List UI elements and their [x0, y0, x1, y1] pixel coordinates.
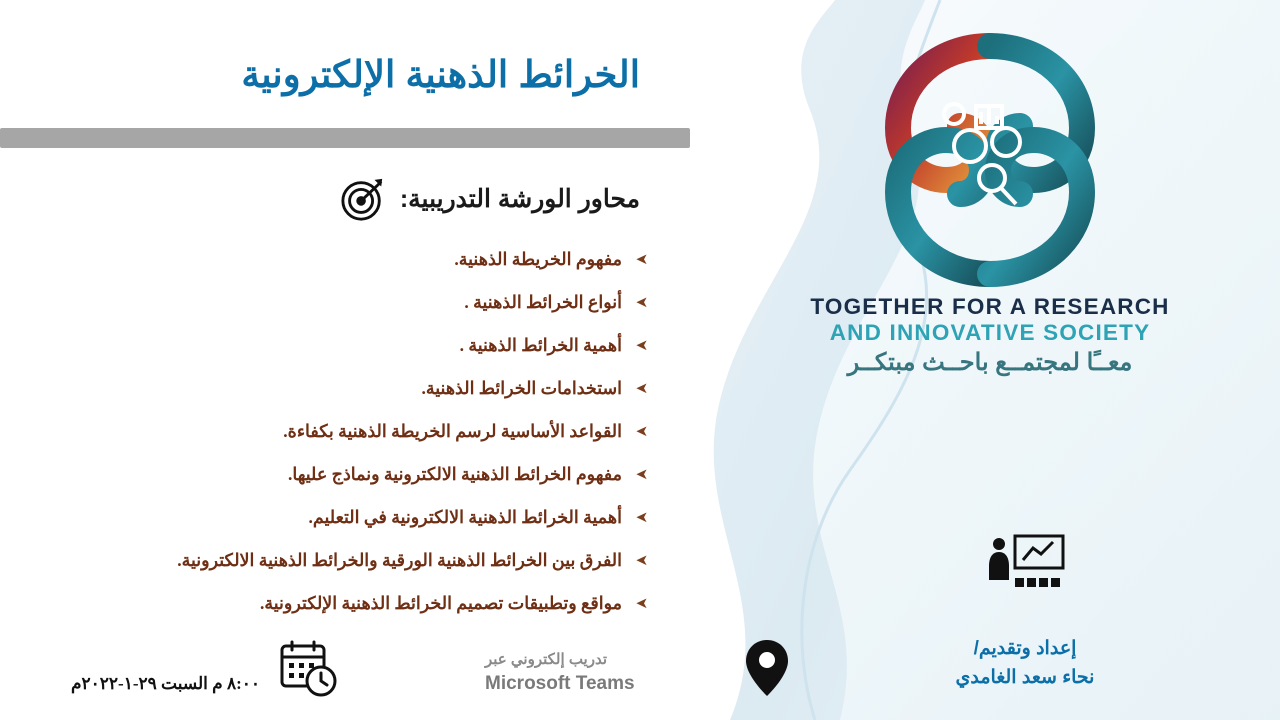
event-datetime: ٨:٠٠ م السبت ٢٩-١-٢٠٢٢م: [70, 674, 260, 693]
calendar-clock-icon: [280, 640, 340, 698]
platform-line-2: Microsoft Teams: [485, 673, 635, 695]
target-icon: [340, 176, 386, 222]
list-item: [30, 281, 650, 324]
presenter-name: نحاء سعد الغامدي: [955, 666, 1095, 688]
section-heading-label: محاور الورشة التدريبية:: [399, 185, 640, 213]
organization-logo: [790, 30, 1190, 377]
list-item: [30, 453, 650, 496]
list-item-label: أنواع الخرائط الذهنية .: [464, 292, 622, 312]
list-item-label: أهمية الخرائط الذهنية .: [459, 335, 622, 355]
logo-mark-icon: [850, 30, 1130, 290]
list-item: [30, 582, 650, 625]
bullet-list: [30, 238, 650, 625]
presenter-info: [900, 635, 1150, 692]
presenter-board-icon: [985, 534, 1065, 590]
page-title: الخرائط الذهنية الإلكترونية: [241, 54, 640, 95]
presenter-label: إعداد وتقديم/: [973, 638, 1077, 659]
list-item: [30, 410, 650, 453]
title-underline-bar: [0, 128, 690, 148]
list-item: [30, 496, 650, 539]
bullet-marker-icon: ➤: [635, 595, 649, 612]
logo-english-line-1: TOGETHER FOR A RESEARCH: [810, 294, 1170, 319]
list-item-label: القواعد الأساسية لرسم الخريطة الذهنية بكفاءة.: [283, 421, 622, 441]
logo-english-line-2: AND INNOVATIVE SOCIETY: [829, 320, 1151, 345]
list-item: [30, 367, 650, 410]
list-item: [30, 324, 650, 367]
list-item-label: مفهوم الخرائط الذهنية الالكترونية ونماذج عليها.: [288, 464, 622, 484]
bullet-marker-icon: ➤: [635, 466, 649, 483]
platform-line-1: تدريب إلكتروني عبر: [485, 650, 608, 668]
bullet-marker-icon: ➤: [635, 251, 649, 268]
platform-info: [485, 649, 735, 698]
bullet-marker-icon: ➤: [635, 552, 649, 569]
bullet-marker-icon: ➤: [635, 337, 649, 354]
bullet-marker-icon: ➤: [635, 294, 649, 311]
list-item-label: الفرق بين الخرائط الذهنية الورقية والخرائط الذهنية الالكترونية.: [177, 550, 622, 570]
map-pin-icon: [744, 638, 790, 698]
bullet-marker-icon: ➤: [635, 380, 649, 397]
list-item-label: مفهوم الخريطة الذهنية.: [454, 249, 622, 269]
bullet-marker-icon: ➤: [635, 509, 649, 526]
list-item: [30, 238, 650, 281]
logo-arabic-line: معــًا لمجتمــع باحــث مبتكــر: [847, 349, 1133, 376]
list-item-label: مواقع وتطبيقات تصميم الخرائط الذهنية الإلكترونية.: [260, 593, 622, 613]
list-item: [30, 539, 650, 582]
bullet-marker-icon: ➤: [635, 423, 649, 440]
list-item-label: استخدامات الخرائط الذهنية.: [421, 378, 622, 398]
list-item-label: أهمية الخرائط الذهنية الالكترونية في التعليم.: [308, 507, 622, 527]
section-heading: [340, 176, 640, 222]
